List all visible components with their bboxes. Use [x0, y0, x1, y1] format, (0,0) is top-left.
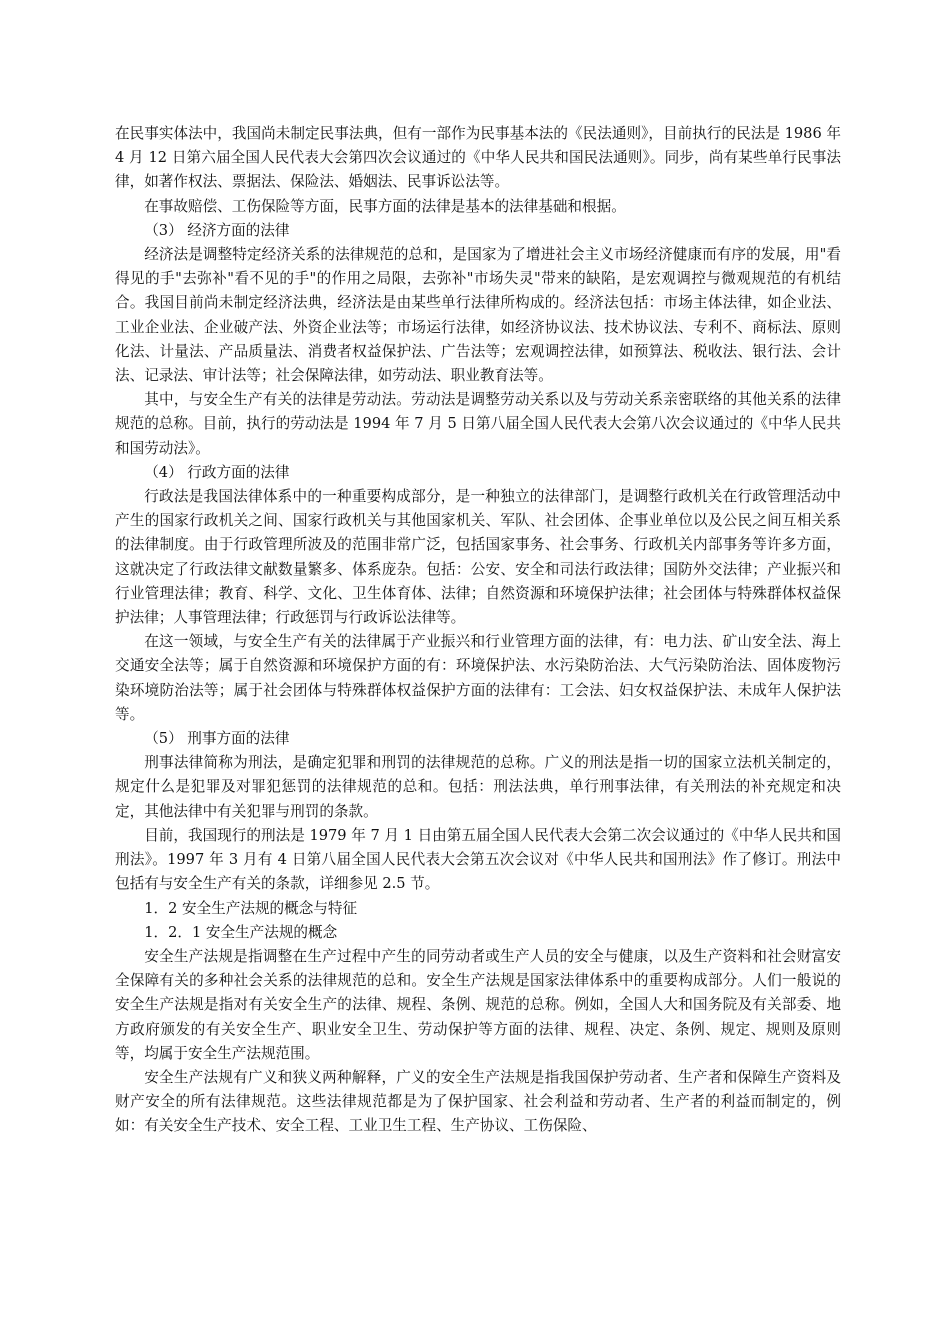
heading-economic-law: （3） 经济方面的法律 — [144, 221, 290, 239]
paragraph-administrative-law: 行政法是我国法律体系中的一种重要构成部分，是一种独立的法律部门，是调整行政机关在行政管理活动中产生的国家行政机关之间、国家行政机关与其他国家机关、军队、社会团体、企事业单位以及公民之间互相关系的法律制度。由于行政管理所波及的范围非常广泛，包括国家事务、社会事务、行政机关内部事务等许多方面，这就决定了行政法律文献数量繁多、体系庞杂。包括：公安、安全和司法行政法律；国防外交法律；产业振兴和行业管理法律；教育、科学、文化、卫生体育体、法律；自然资源和环境保护法律；社会团体与特殊群体权益保护法律；人事管理法律；行政惩罚与行政诉讼法律等。 — [115, 488, 841, 627]
paragraph-civil-law: 在民事实体法中，我国尚未制定民事法典，但有一部作为民事基本法的《民法通则》，目前执行的民法是 1986 年 4 月 12 日第六届全国人民代表大会第四次会议通过的《中华人民共和国民法通则》。同步，尚有某些单行民事法律，如著作权法、票据法、保险法、婚姻法、民事诉讼法等。 — [115, 125, 841, 191]
paragraph-labor-law: 其中，与安全生产有关的法律是劳动法。劳动法是调整劳动关系以及与劳动关系亲密联络的其他关系的法律规范的总称。目前，执行的劳动法是 1994 年 7 月 5 日第八届全国人民代表大会第八次会议通过的《中华人民共和国劳动法》。 — [115, 391, 841, 457]
paragraph-criminal-law-current: 目前，我国现行的刑法是 1979 年 7 月 1 日由第五届全国人民代表大会第二次会议通过的《中华人民共和国刑法》。1997 年 3 月有 4 日第八届全国人民代表大会第五次会议对《中华人民共和国刑法》作了修订。刑法中包括有与安全生产有关的条款，详细参见 2.5 节。 — [115, 826, 841, 893]
document-body — [115, 122, 841, 1139]
paragraph-safety-regulation-concept: 安全生产法规是指调整在生产过程中产生的同劳动者或生产人员的安全与健康，以及生产资料和社会财富安全保障有关的多种社会关系的法律规范的总和。安全生产法规是国家法律体系中的重要构成部分。人们一般说的安全生产法规是指对有关安全生产的法律、规程、条例、规范的总称。例如，全国人大和国务院及有关部委、地方政府颁发的有关安全生产、职业安全卫生、劳动保护等方面的法律、规程、决定、条例、规定、规则及原则等，均属于安全生产法规范围。 — [115, 947, 841, 1062]
paragraph-accident-compensation: 在事故赔偿、工伤保险等方面，民事方面的法律是基本的法律基础和根据。 — [144, 197, 626, 215]
section-heading-1-2-1: 1．2．1 安全生产法规的概念 — [144, 923, 338, 941]
heading-criminal-law: （5） 刑事方面的法律 — [144, 730, 290, 748]
heading-administrative-law: （4） 行政方面的法律 — [144, 463, 290, 481]
paragraph-safety-regulation-scope: 安全生产法规有广义和狭义两种解释，广义的安全生产法规是指我国保护劳动者、生产者和保障生产资料及财产安全的所有法律规范。这些法律规范都是为了保护国家、社会利益和劳动者、生产者的利益而制定的，例如：有关安全生产技术、安全工程、工业卫生工程、生产协议、工伤保险、 — [115, 1068, 841, 1135]
paragraph-criminal-law: 刑事法律简称为刑法，是确定犯罪和刑罚的法律规范的总称。广义的刑法是指一切的国家立法机关制定的，规定什么是犯罪及对罪犯惩罚的法律规范的总和。包括：刑法法典，单行刑事法律，有关刑法的补充规定和决定，其他法律中有关犯罪与刑罚的条款。 — [115, 754, 841, 820]
paragraph-economic-law: 经济法是调整特定经济关系的法律规范的总和，是国家为了增进社会主义市场经济健康而有序的发展，用"看得见的手"去弥补"看不见的手"的作用之局限，去弥补"市场失灵"带来的缺陷，是宏观调控与微观规范的有机结合。我国目前尚未制定经济法典，经济法是由某些单行法律所构成的。经济法包括：市场主体法律，如企业法、工业企业法、企业破产法、外资企业法等；市场运行法律，如经济协议法、技术协议法、专利不、商标法、原则化法、计量法、产品质量法、消费者权益保护法、广告法等；宏观调控法律，如预算法、税收法、银行法、会计法、记录法、审计法等；社会保障法律，如劳动法、职业教育法等。 — [115, 246, 841, 385]
paragraph-administrative-safety: 在这一领域，与安全生产有关的法律属于产业振兴和行业管理方面的法律，有：电力法、矿山安全法、海上交通安全法等；属于自然资源和环境保护方面的有：环境保护法、水污染防治法、大气污染防治法、固体废物污染环境防治法等；属于社会团体与特殊群体权益保护方面的法律有：工会法、妇女权益保护法、未成年人保护法等。 — [115, 633, 841, 723]
section-heading-1-2: 1．2 安全生产法规的概念与特征 — [144, 899, 358, 917]
